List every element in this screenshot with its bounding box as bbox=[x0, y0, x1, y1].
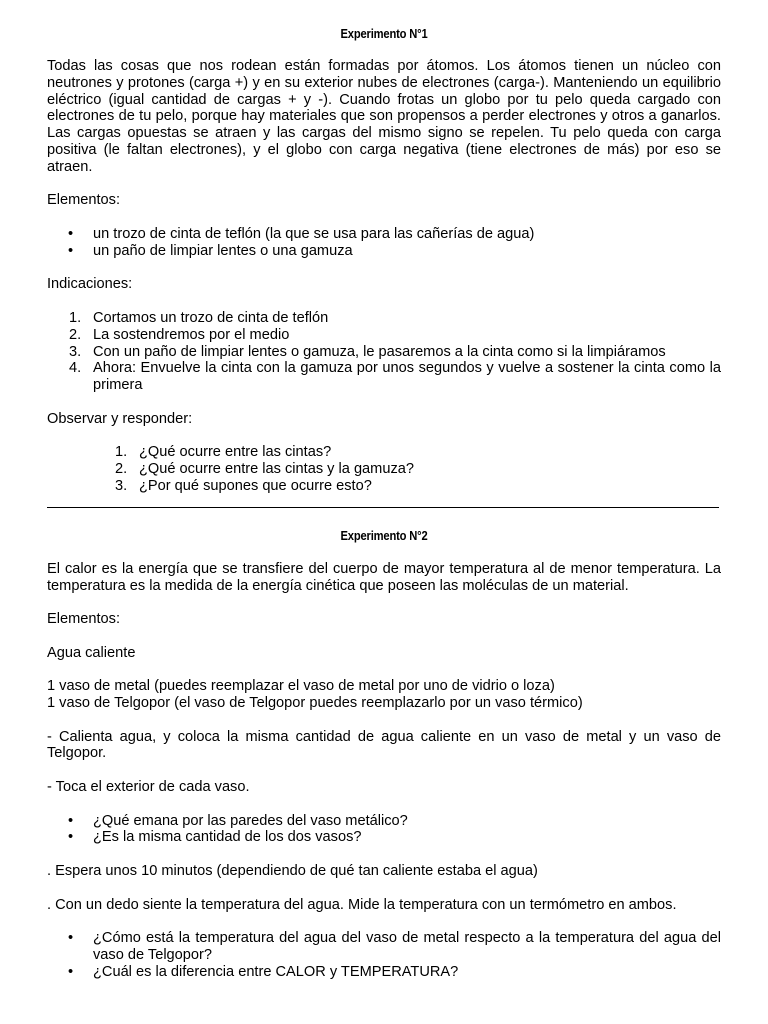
list-item-text: ¿Por qué supones que ocurre esto? bbox=[139, 477, 372, 494]
list-number: 2. bbox=[69, 326, 82, 343]
list-item-text: ¿Qué ocurre entre las cintas y la gamuza? bbox=[139, 461, 414, 478]
exp1-preguntas-list bbox=[47, 444, 721, 494]
exp2-vaso-metal: 1 vaso de metal (puedes reemplazar el vaso de metal por uno de vidrio o loza) bbox=[47, 678, 555, 695]
list-item-text: La sostendremos por el medio bbox=[93, 326, 290, 343]
exp1-indicaciones-list bbox=[47, 310, 721, 394]
exp2-paso2: - Toca el exterior de cada vaso. bbox=[47, 779, 250, 796]
exp1-observar-label: Observar y responder: bbox=[47, 410, 193, 427]
exp2-elementos-label: Elementos: bbox=[47, 611, 121, 628]
exp2-intro: El calor es la energía que se transfiere del cuerpo de mayor temperatura al de menor temperatura. La temperatura es la medida de la energía cinética que poseen las moléculas de un material. bbox=[47, 560, 721, 594]
list-item: • un trozo de cinta de teflón (la que se usa para las cañerías de agua) bbox=[47, 226, 721, 243]
document-page bbox=[47, 26, 721, 981]
list-number: 3. bbox=[69, 343, 82, 360]
exp1-indicaciones-label: Indicaciones: bbox=[47, 276, 133, 293]
list-item: • ¿Es la misma cantidad de los dos vasos? bbox=[47, 829, 721, 846]
list-item bbox=[47, 444, 721, 461]
list-item bbox=[47, 344, 721, 361]
list-item: • ¿Cuál es la diferencia entre CALOR y TEMPERATURA? bbox=[47, 964, 721, 981]
list-number: 4. bbox=[69, 360, 82, 377]
list-item-text: Con un paño de limpiar lentes o gamuza, le pasaremos a la cinta como si la limpiáramos bbox=[93, 343, 666, 360]
list-number: 2. bbox=[115, 461, 128, 478]
list-item bbox=[47, 360, 721, 394]
list-item bbox=[47, 327, 721, 344]
list-item bbox=[47, 461, 721, 478]
list-number: 1. bbox=[69, 309, 82, 326]
exp2-paso4: . Con un dedo siente la temperatura del agua. Mide la temperatura con un termómetro en ambos. bbox=[47, 896, 677, 913]
exp2-preguntas-a-list bbox=[47, 813, 721, 847]
exp1-elementos-label: Elementos: bbox=[47, 192, 121, 209]
list-item-text: Ahora: Envuelve la cinta con la gamuza por unos segundos y vuelve a sostener la cinta como la primera bbox=[93, 360, 721, 394]
exp2-preguntas-b-list bbox=[47, 930, 721, 980]
exp1-title: Experimento N°1 bbox=[340, 26, 428, 41]
list-item-text: ¿Qué ocurre entre las cintas? bbox=[139, 444, 332, 461]
list-number: 3. bbox=[115, 477, 128, 494]
exp1-intro: Todas las cosas que nos rodean están formadas por átomos. Los átomos tienen un núcleo con neutrones y protones (carga +) y en su exterior nubes de electrones (carga-). Manteniendo un equilibrio eléctrico (igual cantidad de cargas + y -). Cuando frotas un globo por tu pelo queda cargado con electrones de tu pelo, porque hay materiales que son propensos a perder electrones y otros a ganarlos. Las cargas opuestas se atraen y las cargas del mismo signo se repelen. Tu pelo queda con carga positiva (le faltan electrones), y el globo con carga negativa (tiene electrones de más) por eso se atraen. bbox=[47, 58, 721, 175]
list-item-text: Cortamos un trozo de cinta de teflón bbox=[93, 309, 329, 326]
list-number: 1. bbox=[115, 444, 128, 461]
exp2-paso3: . Espera unos 10 minutos (dependiendo de qué tan caliente estaba el agua) bbox=[47, 863, 538, 880]
list-item: • ¿Cómo está la temperatura del agua del vaso de metal respecto a la temperatura del agua del vaso de Telgopor? bbox=[47, 930, 721, 964]
exp2-agua: Agua caliente bbox=[47, 644, 136, 661]
list-item bbox=[47, 310, 721, 327]
exp2-paso1: - Calienta agua, y coloca la misma cantidad de agua caliente en un vaso de metal y un vaso de Telgopor. bbox=[47, 728, 721, 762]
list-item bbox=[47, 478, 721, 495]
list-item: • un paño de limpiar lentes o una gamuza bbox=[47, 243, 721, 260]
exp1-elementos-list bbox=[47, 226, 721, 260]
exp2-title: Experimento N°2 bbox=[340, 527, 428, 543]
list-item: • ¿Qué emana por las paredes del vaso metálico? bbox=[47, 813, 721, 830]
exp2-vaso-telgopor: 1 vaso de Telgopor (el vaso de Telgopor puedes reemplazarlo por un vaso térmico) bbox=[47, 695, 583, 712]
